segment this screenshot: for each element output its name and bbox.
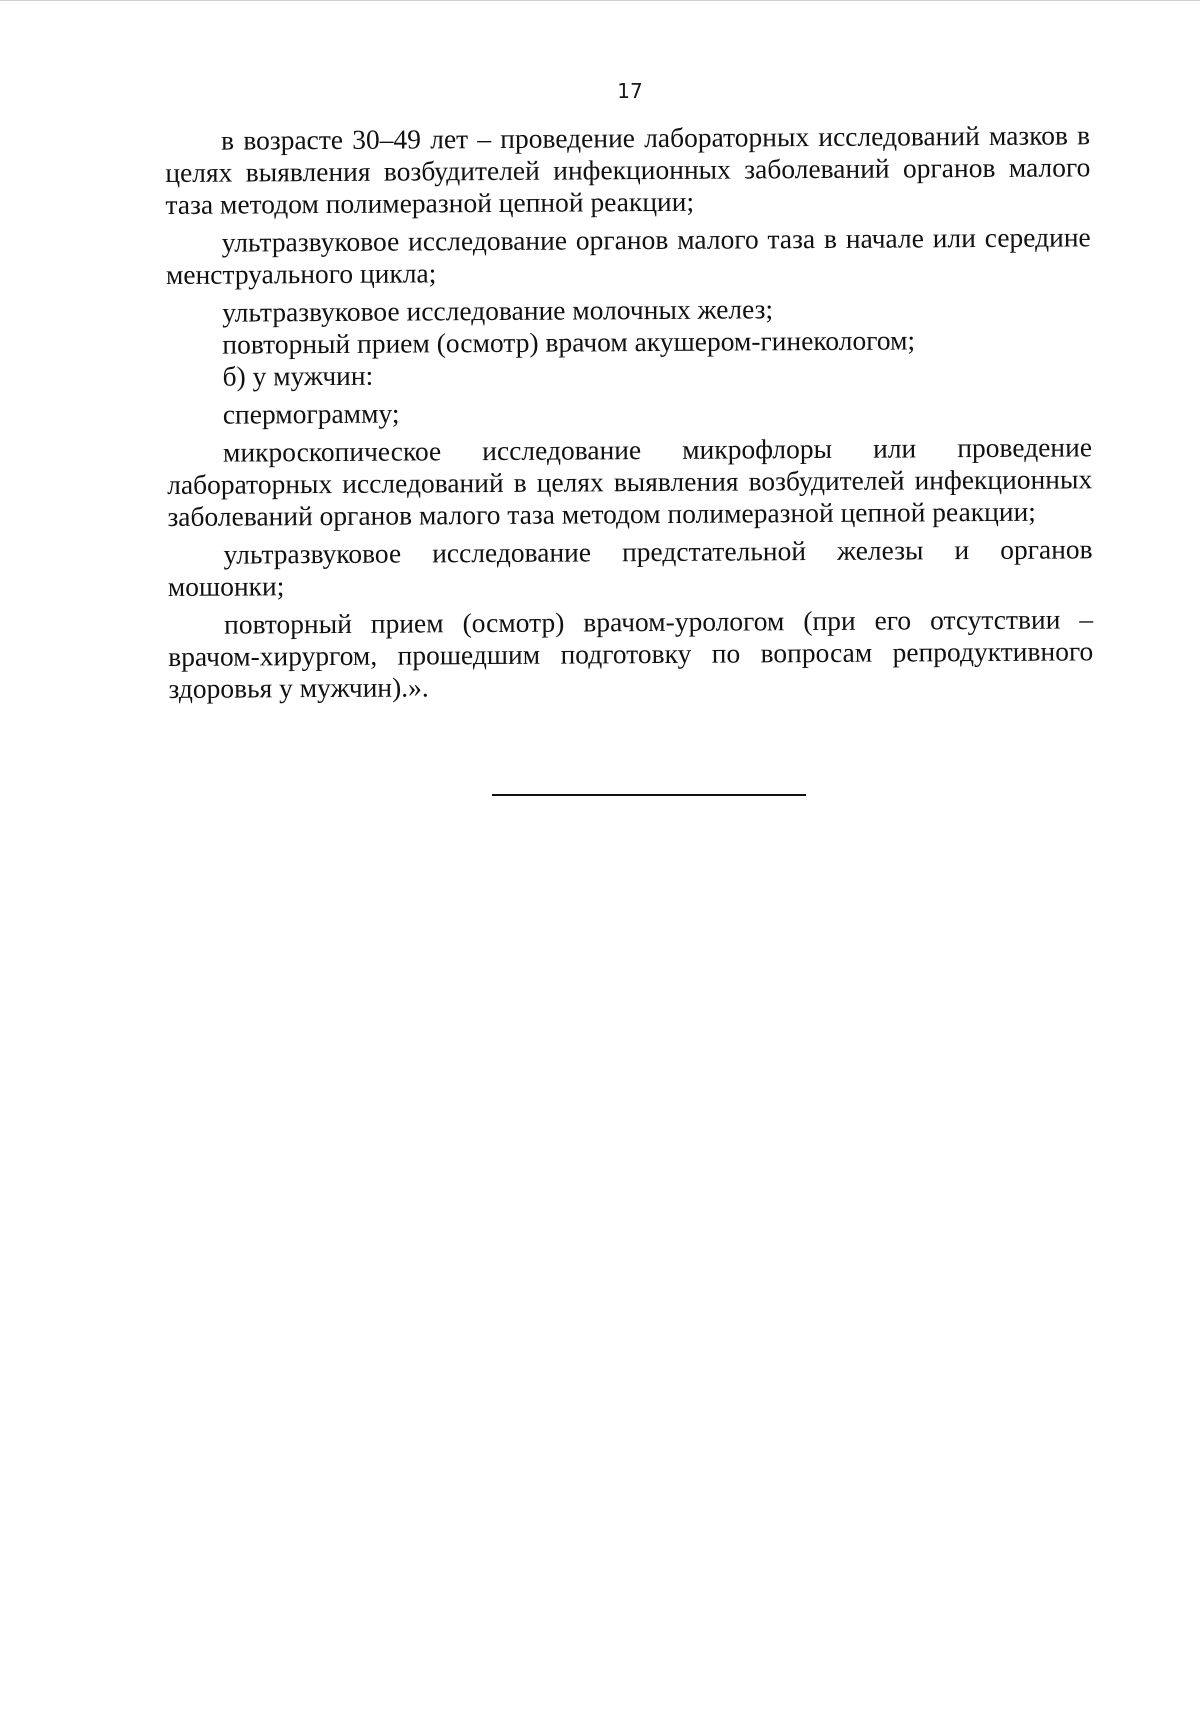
closing-divider [492,794,806,796]
paragraph-gynecologist-repeat-visit: повторный прием (осмотр) врачом акушером-гинекологом; [222,324,916,360]
paragraph-urologist-repeat-visit: повторный прием (осмотр) врачом-урологом (при его отсутствии – врачом-хирургом, прошедшим подготовку по вопросам репродуктивного здоровья у мужчин).». [168,603,1094,704]
paragraph-breast-ultrasound: ультразвуковое исследование молочных желез; [222,293,774,328]
document-body [165,119,1094,705]
paragraph-prostate-ultrasound: ультразвуковое исследование предстательной железы и органов мошонки; [167,533,1093,602]
paragraph-women-30-49-pcr: в возрасте 30–49 лет – проведение лабораторных исследований мазков в целях выявления возбудителей инфекционных заболеваний органов малого таза методом полимеразной цепной реакции; [165,119,1091,220]
page-number: 17 [617,79,643,103]
paragraph-microscopy-pcr: микроскопическое исследование микрофлоры или проведение лабораторных исследований в целях выявления возбудителей инфекционных заболеваний органов малого таза методом полимеразной цепной реакции; [167,431,1093,532]
paragraph-pelvic-ultrasound: ультразвуковое исследование органов малого таза в начале или середине менструального цикла; [165,221,1091,290]
paragraph-spermogram: спермограмму; [222,397,400,430]
paragraph-men-heading: б) у мужчин: [222,359,374,392]
